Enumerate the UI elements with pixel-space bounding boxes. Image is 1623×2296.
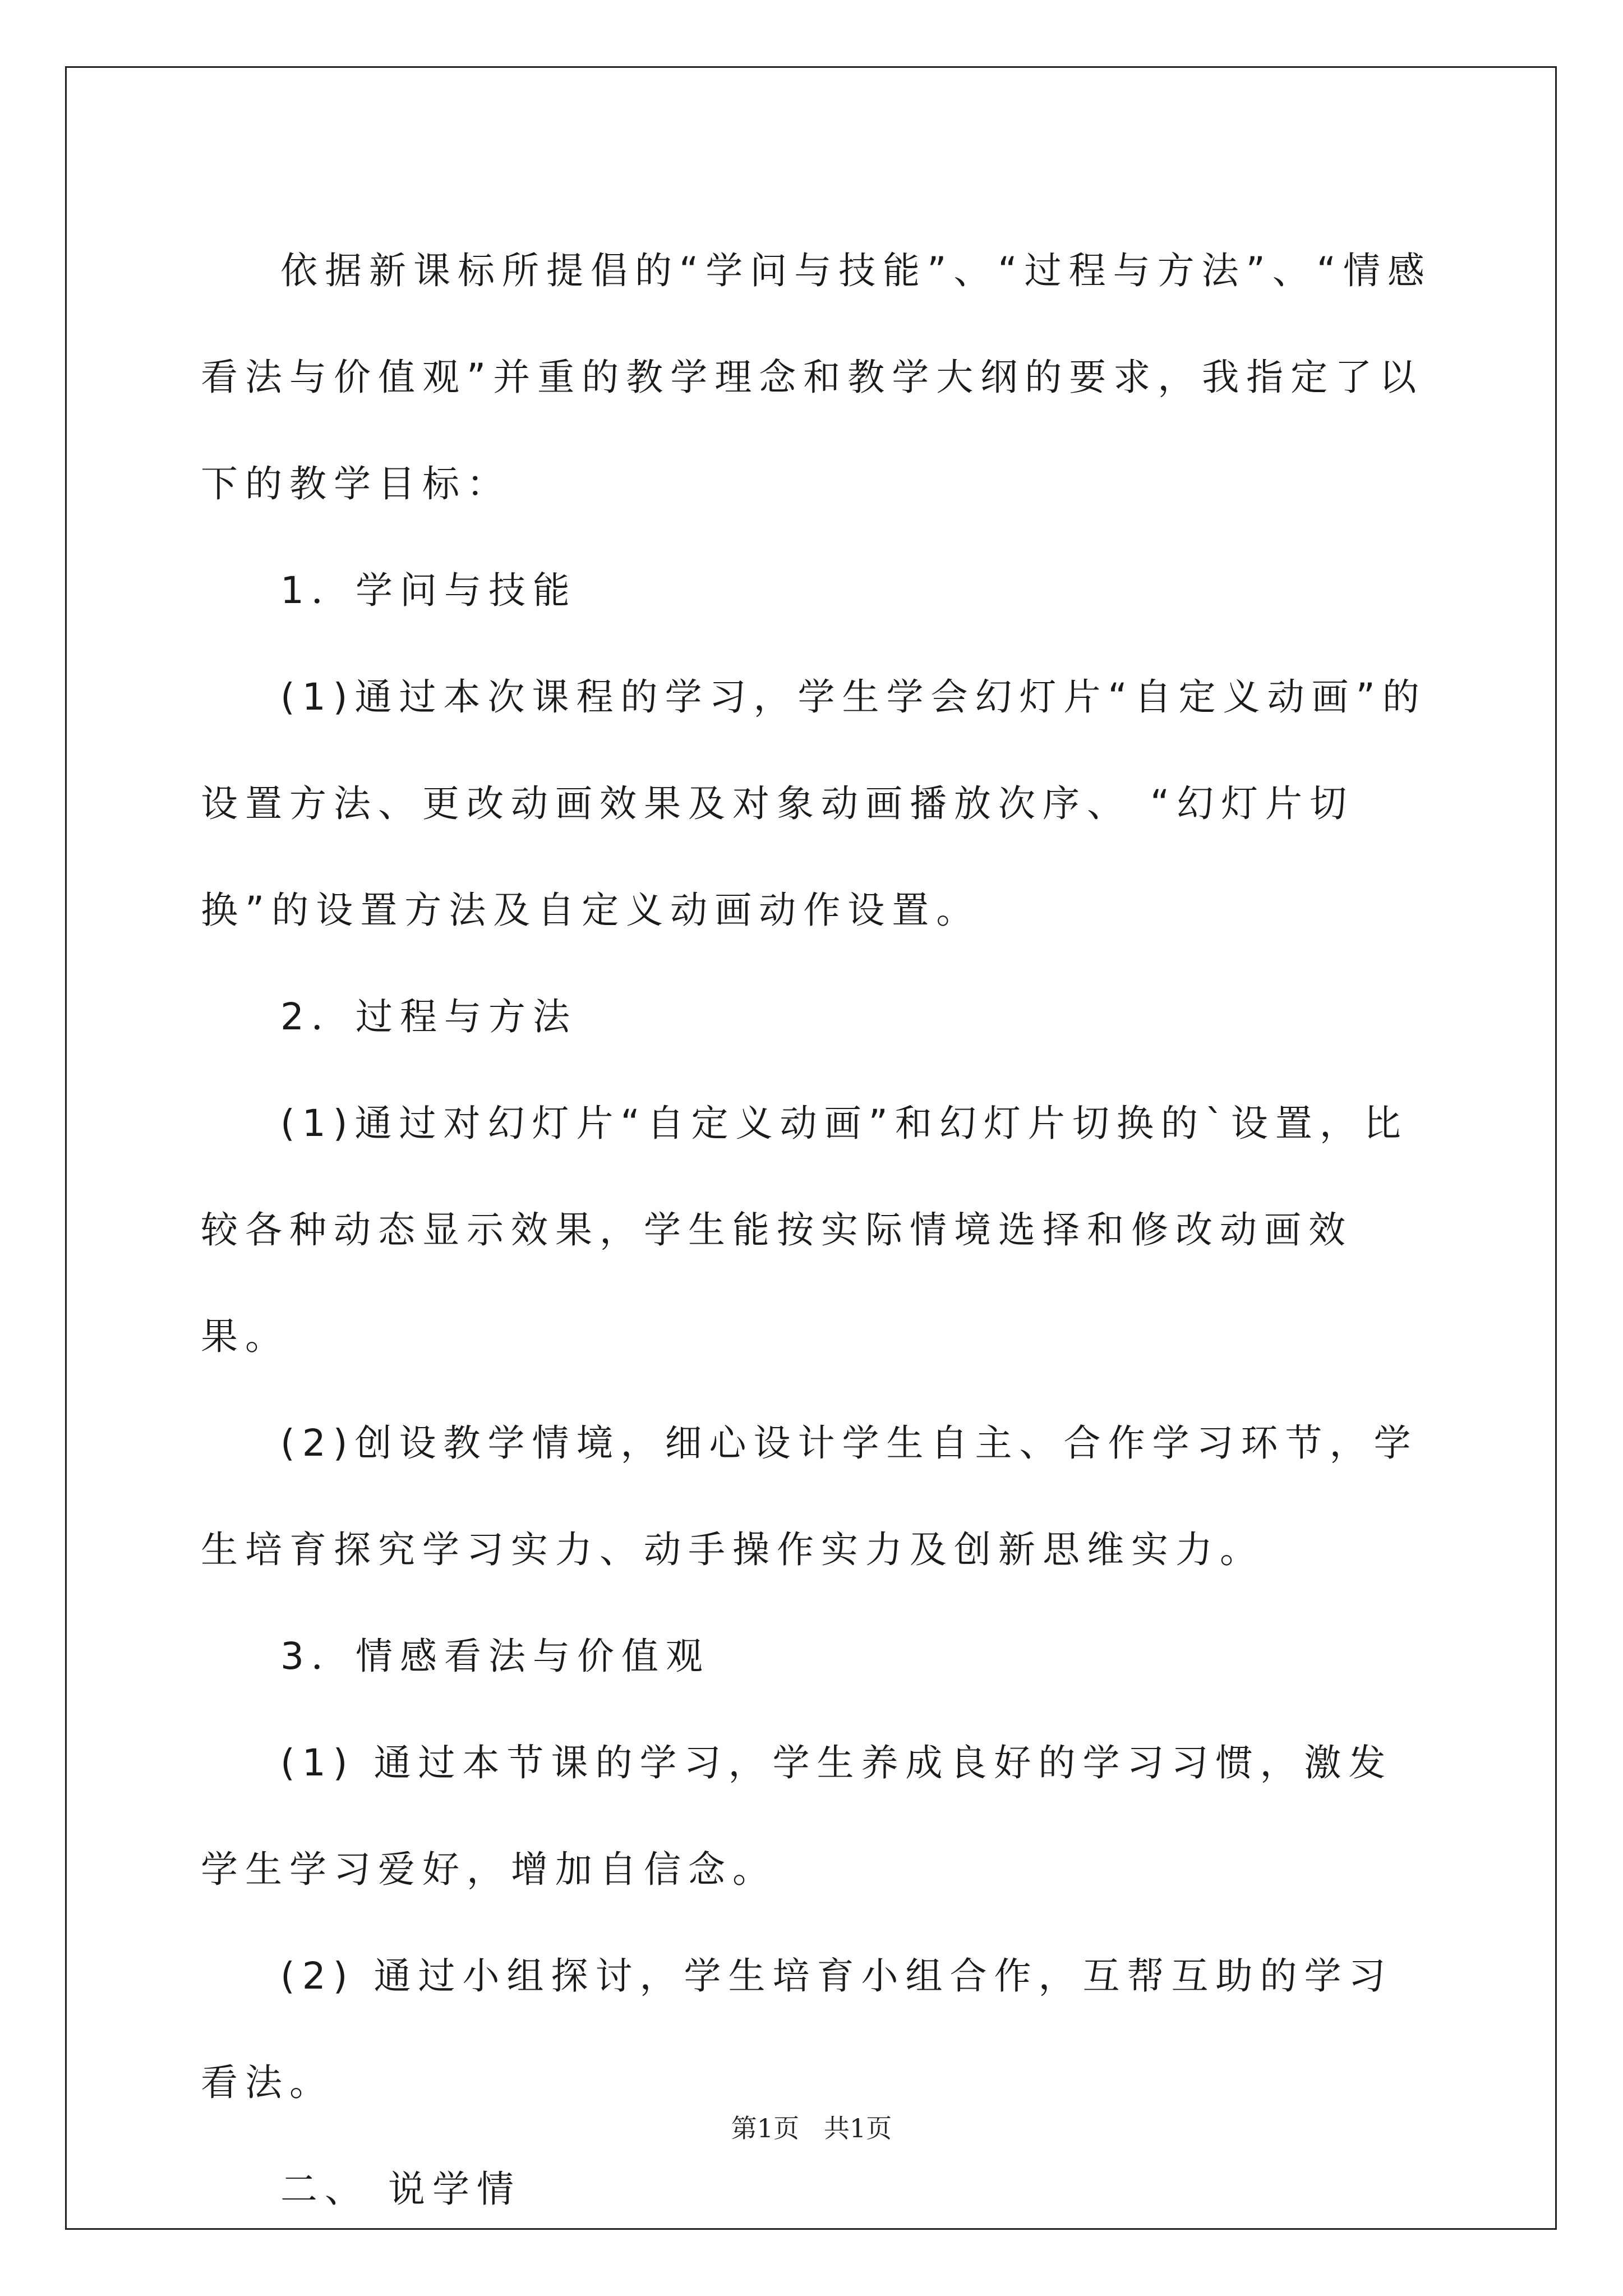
document-body [201, 218, 1435, 2243]
paragraph-process-2: (2)创设教学情境，细心设计学生自主、合作学习环节，学生培育探究学习实力、动手操作实力及创新思维实力。 [201, 1421, 1418, 1571]
page-footer: 第1页 共1页 [731, 2113, 892, 2143]
paragraph-process-1: (1)通过对幻灯片“自定义动画”和幻灯片切换的`设置，比较各种动态显示效果，学生能按实际情境选择和修改动画效果。 [201, 1102, 1408, 1358]
paragraph-knowledge-1: (1)通过本次课程的学习，学生学会幻灯片“自定义动画”的设置方法、更改动画效果及对象动画播放次序、 “幻灯片切换”的设置方法及自定义动画动作设置。 [201, 675, 1427, 932]
heading-knowledge-skills: 1．学问与技能 [280, 569, 577, 612]
heading-student-analysis: 二、 说学情 [280, 2168, 521, 2211]
paragraph-emotion-1: (1) 通过本节课的学习，学生养成良好的学习习惯，激发学生学习爱好，增加自信念。 [201, 1741, 1393, 1891]
paragraph-intro: 依据新课标所提倡的“学问与技能”、“过程与方法”、“情感看法与价值观”并重的教学理念和教学大纲的要求，我指定了以下的教学目标： [201, 249, 1432, 505]
heading-emotion-values: 3．情感看法与价值观 [280, 1635, 710, 1678]
heading-process-method: 2．过程与方法 [280, 995, 577, 1038]
paragraph-emotion-2: (2) 通过小组探讨，学生培育小组合作，互帮互助的学习看法。 [201, 1954, 1393, 2104]
